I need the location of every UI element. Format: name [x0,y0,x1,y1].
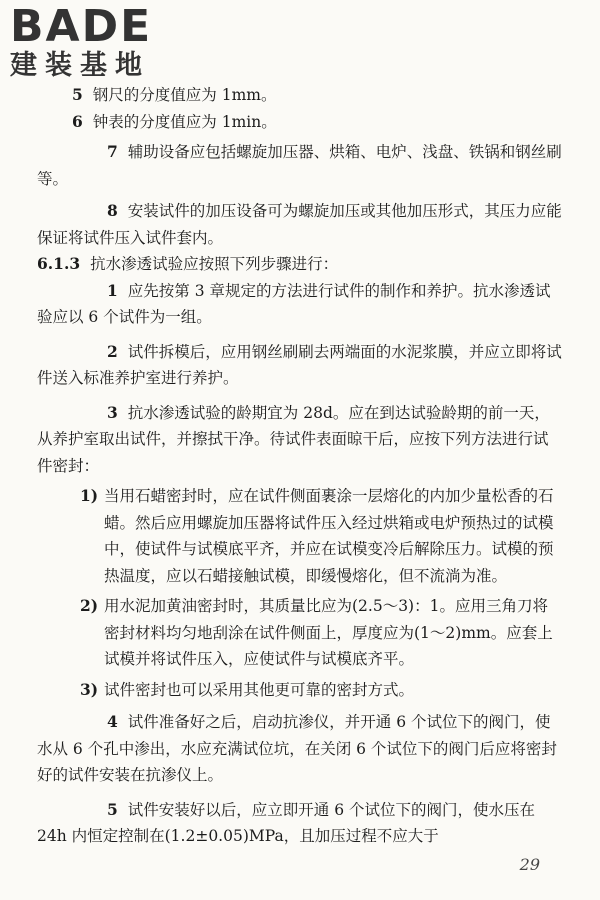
subitem-text: 用水泥加黄油密封时，其质量比应为(2.5～3)：1。应用三角刀将密封材料均匀地刮涂在试件侧面上，厚度应为(1～2)mm。应套上试模并将试件压入，应使试件与试模底齐平。 [104,597,553,668]
subitem-1 [0,483,600,589]
step-number: 1 [107,280,118,300]
subitem-2 [0,593,600,673]
step-5 [0,797,600,850]
logo-brand: BADE [10,1,153,52]
subitem-text: 当用石蜡密封时，应在试件侧面裹涂一层熔化的内加少量松香的石蜡。然后应用螺旋加压器将试件压入经过烘箱或电炉预热过的试模中，使试件与试模底平齐，并应在试模变冷后解除压力。试模的预热温度，应以石蜡接触试模，即缓慢熔化，但不流淌为准。 [104,487,554,585]
step-number: 5 [107,799,118,819]
paragraph-item-6 [0,109,600,136]
document-body [0,82,600,850]
subitem-3 [0,677,600,704]
step-2 [0,339,600,392]
step-4 [0,709,600,789]
logo-subtitle: 建装基地 [10,50,150,81]
paragraph-item-7 [0,139,600,192]
page-number: 29 [519,855,540,874]
section-number: 6.1.3 [37,254,81,273]
section-heading [0,251,600,278]
subitem-mark: 3) [80,679,99,699]
paragraph-item-5 [0,82,600,109]
section-text: 抗水渗透试验应按照下列步骤进行： [90,255,339,273]
step-text: 试件安装好以后，应立即开通 6 个试位下的阀门，使水压在 24h 内恒定控制在(1.2±0.05)MPa，且加压过程不应大于 [37,800,536,845]
item-text: 安装试件的加压设备可为螺旋加压或其他加压形式，其压力应能保证将试件压入试件套内。 [37,202,562,247]
paragraph-item-8 [0,198,600,251]
step-text: 抗水渗透试验的龄期宜为 28d。应在到达试验龄期的前一天，从养护室取出试件，并擦拭干净。待试件表面晾干后，应按下列方法进行试件密封： [37,403,550,475]
subitem-text: 试件密封也可以采用其他更可靠的密封方式。 [104,680,415,699]
item-text: 钟表的分度值应为 1min。 [92,112,277,131]
item-number: 6 [72,111,83,131]
step-number: 3 [107,402,118,422]
step-number: 4 [107,712,118,731]
step-number: 2 [107,341,118,361]
item-number: 8 [107,201,118,220]
item-number: 7 [107,142,118,161]
subitem-mark: 1) [80,486,99,505]
item-number: 5 [72,85,83,104]
item-text: 辅助设备应包括螺旋加压器、烘箱、电炉、浅盘、铁锅和钢丝刷等。 [37,143,562,188]
step-text: 应先按第 3 章规定的方法进行试件的制作和养护。抗水渗透试验应以 6 个试件为一组。 [37,281,551,326]
logo [10,1,180,86]
step-1 [0,278,600,331]
step-3 [0,400,600,480]
step-text: 试件拆模后，应用钢丝刷刷去两端面的水泥浆膜，并应立即将试件送入标准养护室进行养护。 [37,342,562,387]
step-text: 试件准备好之后，启动抗渗仪，并开通 6 个试位下的阀门，使水从 6 个孔中渗出，水应充满试位坑，在关闭 6 个试位下的阀门后应将密封好的试件安装在抗渗仪上。 [37,713,557,784]
subitem-mark: 2) [80,596,99,615]
item-text: 钢尺的分度值应为 1mm。 [92,86,277,104]
